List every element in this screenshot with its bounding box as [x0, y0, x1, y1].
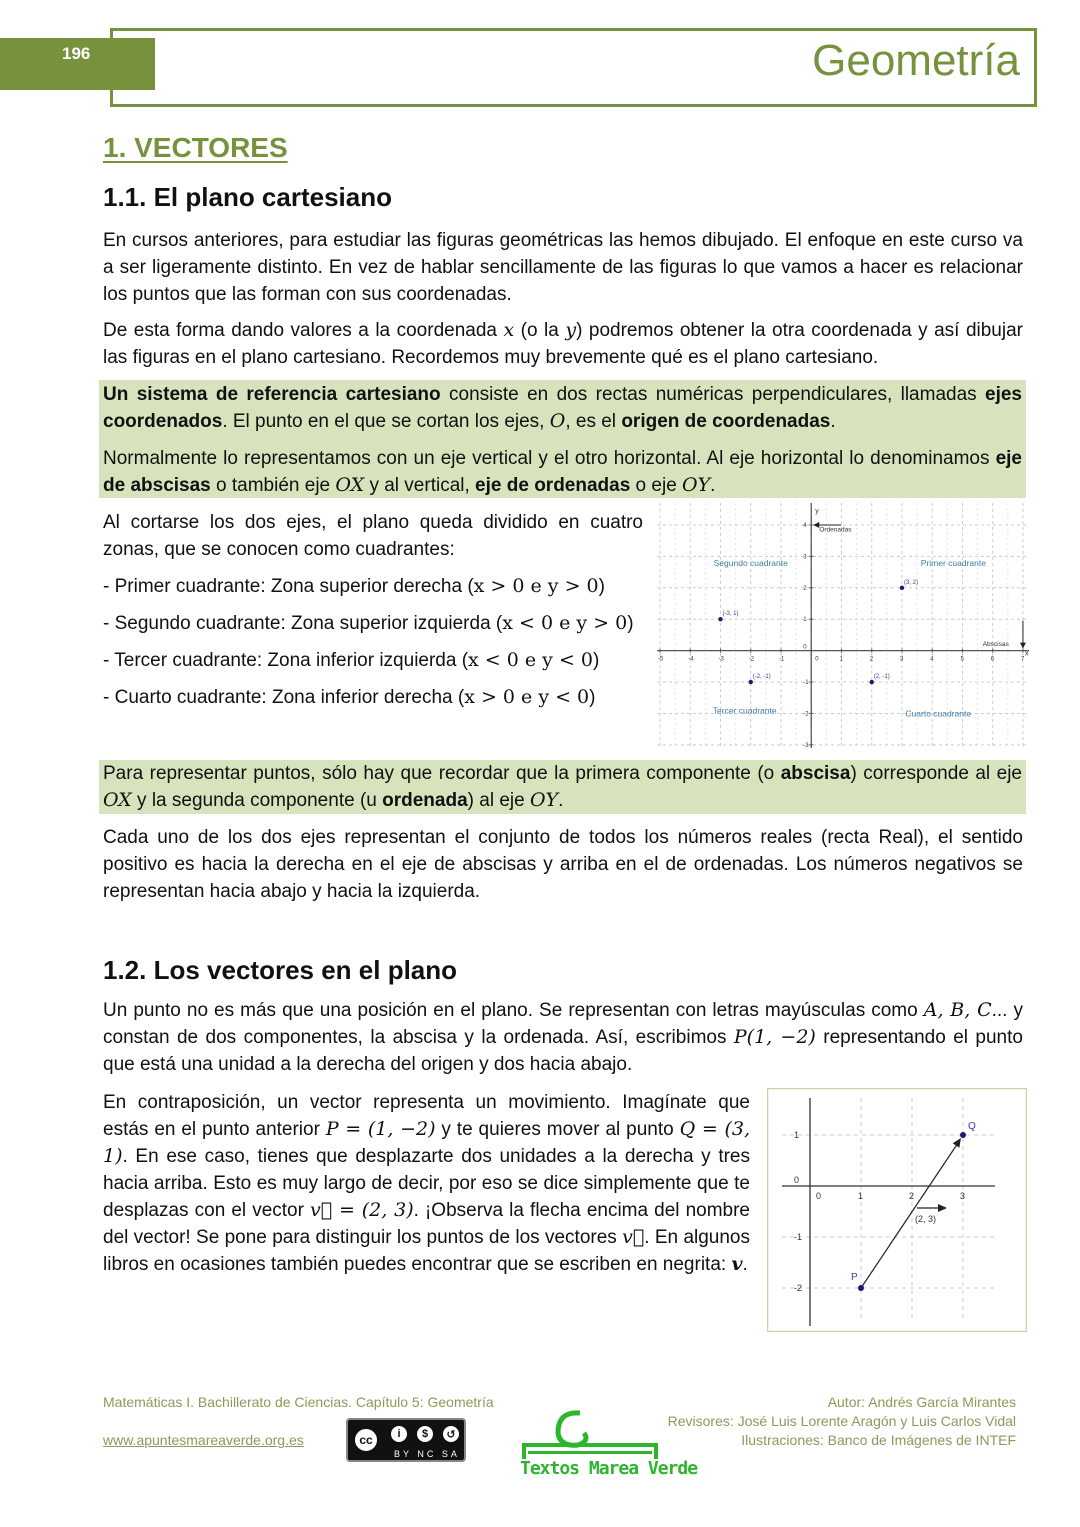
x-tick-label: -4 [688, 656, 694, 663]
definition-components-box [99, 760, 1026, 814]
y-tick-label: 1 [803, 617, 807, 624]
cc-license-text: BY NC SA [394, 1449, 460, 1459]
y-tick-label: 0 [803, 644, 807, 651]
y-tick-label: -2 [803, 711, 809, 718]
y-tick-label: -2 [794, 1283, 803, 1293]
subsection-heading-1: 1.1. El plano cartesiano [103, 182, 392, 212]
x-axis-label: x [1024, 650, 1029, 658]
quadrant-item: - Segundo cuadrante: Zona superior izquierda (x < 0 e y > 0) [103, 612, 634, 634]
x-tick-label: 1 [858, 1191, 864, 1201]
data-point-label: (2, -1) [873, 674, 890, 681]
intro-paragraph: En cursos anteriores, para estudiar las figuras geométricas las hemos dibujado. El enfoque en este curso va a ser ligeramente distinto. En vez de hablar sencillamente de las figuras lo que vamos a hacer es relacionar los puntos que las forman con sus coordenadas. [103, 230, 1023, 305]
ordenadas-arrowhead-icon [813, 522, 819, 528]
subsection-heading-2: 1.2. Los vectores en el plano [103, 955, 458, 985]
y-tick-label: 4 [803, 522, 807, 529]
data-point [900, 586, 904, 590]
vector-figure [767, 1088, 1027, 1332]
y-tick-label: 1 [794, 1130, 800, 1140]
x-tick-label: 2 [869, 656, 874, 663]
x-tick-label: -3 [718, 656, 724, 663]
chapter-title: Geometría [812, 36, 1020, 85]
coordinate-paragraph: De esta forma dando valores a la coordenada x (o la y) podremos obtener la otra coordenada y así dibujar las figuras en el plano cartesiano. Recordemos muy brevemente qué es el plano cartesiano. [103, 319, 1023, 368]
footer-book-title: Matemáticas I. Bachillerato de Ciencias. Capítulo 5: Geometría [103, 1394, 494, 1410]
points-paragraph: Un punto no es más que una posición en el plano. Se representan con letras mayúsculas como A, B, C... y constan de dos componentes, la abscisa y la ordenada. Así, escribimos P(1, −2) representando el punto que está una unidad a la derecha del origen y dos hacia abajo. [103, 999, 1023, 1075]
data-point [718, 617, 722, 621]
figure-border [768, 1089, 1027, 1332]
y-tick-label: -3 [803, 742, 809, 748]
marea-verde-logo-text: Textos Marea Verde [520, 1458, 698, 1479]
x-tick-label: 1 [839, 656, 843, 663]
definition-components: Para representar puntos, sólo hay que recordar que la primera componente (o abscisa) corresponde al eje OX y la segunda componente (u ordenada) al eje OY. [103, 763, 1022, 811]
vector-label: (2, 3) [915, 1214, 937, 1224]
data-point-label: (-3, 1) [722, 611, 739, 618]
quadrant-list [103, 573, 643, 711]
axis-annotation: Abscisas [982, 640, 1009, 648]
x-tick-label: 7 [1020, 656, 1025, 663]
x-tick-label: 2 [909, 1191, 915, 1201]
x-tick-label: 4 [930, 656, 934, 663]
abscisas-arrowhead-icon [1020, 643, 1026, 649]
quadrant-label: Primer cuadrante [920, 557, 986, 568]
definition-box [99, 380, 1026, 498]
data-point [870, 680, 874, 684]
x-tick-label: 6 [990, 656, 995, 663]
x-tick-label: 5 [960, 656, 964, 663]
data-point-label: Q [968, 1121, 976, 1132]
axis-annotation: Ordenadas [819, 526, 852, 534]
x-tick-label: 3 [899, 656, 904, 663]
nc-icon: $ [414, 1423, 436, 1445]
sa-icon: ↺ [440, 1423, 462, 1445]
by-icon: i [388, 1423, 410, 1445]
axes-paragraph: Cada uno de los dos ejes representan el conjunto de todos los números reales (recta Real), el sentido positivo es hacia la derecha en el eje de abscisas y arriba en el de ordenadas. Los números negativos se representan hacia abajo y hacia la izquierda. [103, 827, 1023, 902]
cc-icon: cc [352, 1426, 380, 1454]
y-tick-label: -1 [803, 680, 809, 687]
data-point [858, 1285, 864, 1291]
definition-cartesian: Un sistema de referencia cartesiano consiste en dos rectas numéricas perpendiculares, llamadas ejes coordenados. El punto en el que se cortan los ejes, O, es el origen de coordenadas. [103, 384, 1022, 432]
y-tick-label: 2 [803, 585, 807, 592]
cartesian-plane-figure [657, 503, 1029, 748]
data-point [749, 680, 753, 684]
y-tick-label: -1 [794, 1232, 803, 1242]
section-heading: 1. VECTORES [103, 132, 288, 163]
y-tick-label: 3 [803, 554, 807, 561]
quadrant-label: Tercer cuadrante [712, 705, 777, 716]
quadrant-label: Segundo cuadrante [713, 557, 788, 568]
quadrant-label: Cuarto cuadrante [905, 708, 972, 719]
x-tick-label: -2 [748, 656, 755, 663]
quadrants-text: Al cortarse los dos ejes, el plano queda dividido en cuatro zonas, que se conocen como cuadrantes: - Primer cuadrante: Zona superior derecha (x > 0 e y > 0) - Segundo cuadrante: Zona superior izquierda (x < 0 e y > 0) - Tercer cuadrante: Zona inferior izquierda (x < 0 e y < 0) - Cuarto cuadrante: Zona inferior derecha (x > 0 e y < 0) [103, 509, 643, 711]
y-tick-label: 0 [794, 1175, 800, 1185]
footer-credits: Autor: Andrés García Mirantes Revisores: José Luis Lorente Aragón y Luis Carlos Vidal Ilustraciones: Banco de Imágenes de INTEF [667, 1394, 1016, 1448]
data-point [960, 1132, 966, 1138]
page-number: 196 [62, 44, 91, 63]
vector-paragraph: En contraposición, un vector representa un movimiento. Imagínate que estás en el punto anterior P = (1, −2) y te quieres mover al punto Q = (3, 1). En ese caso, tienes que desplazarte dos unidades a la derecha y tres hacia arriba. Esto es muy largo de decir, por eso se dice simplemente que te desplazas con el vector v⃗ = (2, 3). ¡Observa la flecha encima del nombre del vector! Se pone para distinguir los puntos de los vectores v⃗. En algunos libros en ocasiones también puedes encontrar que se escriben en negrita: v. [103, 1092, 750, 1275]
cc-license-badge [346, 1418, 466, 1462]
data-point-label: (3, 2) [903, 579, 918, 586]
x-tick-label: 0 [816, 1191, 822, 1201]
footer-website-link[interactable]: www.apuntesmareaverde.org.es [103, 1432, 304, 1448]
x-tick-label: -1 [779, 656, 785, 663]
y-axis-label: y [815, 508, 819, 515]
quadrant-item: - Tercer cuadrante: Zona inferior izquierda (x < 0 e y < 0) [103, 649, 600, 671]
quadrant-item: - Cuarto cuadrante: Zona inferior derecha (x > 0 e y < 0) [103, 686, 596, 708]
data-point-label: (-2, -1) [752, 674, 771, 681]
x-tick-label: 0 [815, 656, 819, 663]
x-tick-label: 3 [960, 1191, 966, 1201]
definition-axes: Normalmente lo representamos con un eje vertical y el otro horizontal. Al eje horizontal lo denominamos eje de abscisas o también eje OX y al vertical, eje de ordenadas o eje OY. [103, 448, 1022, 496]
x-tick-label: -5 [658, 656, 664, 663]
quadrant-item: - Primer cuadrante: Zona superior derecha (x > 0 e y > 0) [103, 575, 605, 597]
data-point-label: P [851, 1272, 858, 1283]
